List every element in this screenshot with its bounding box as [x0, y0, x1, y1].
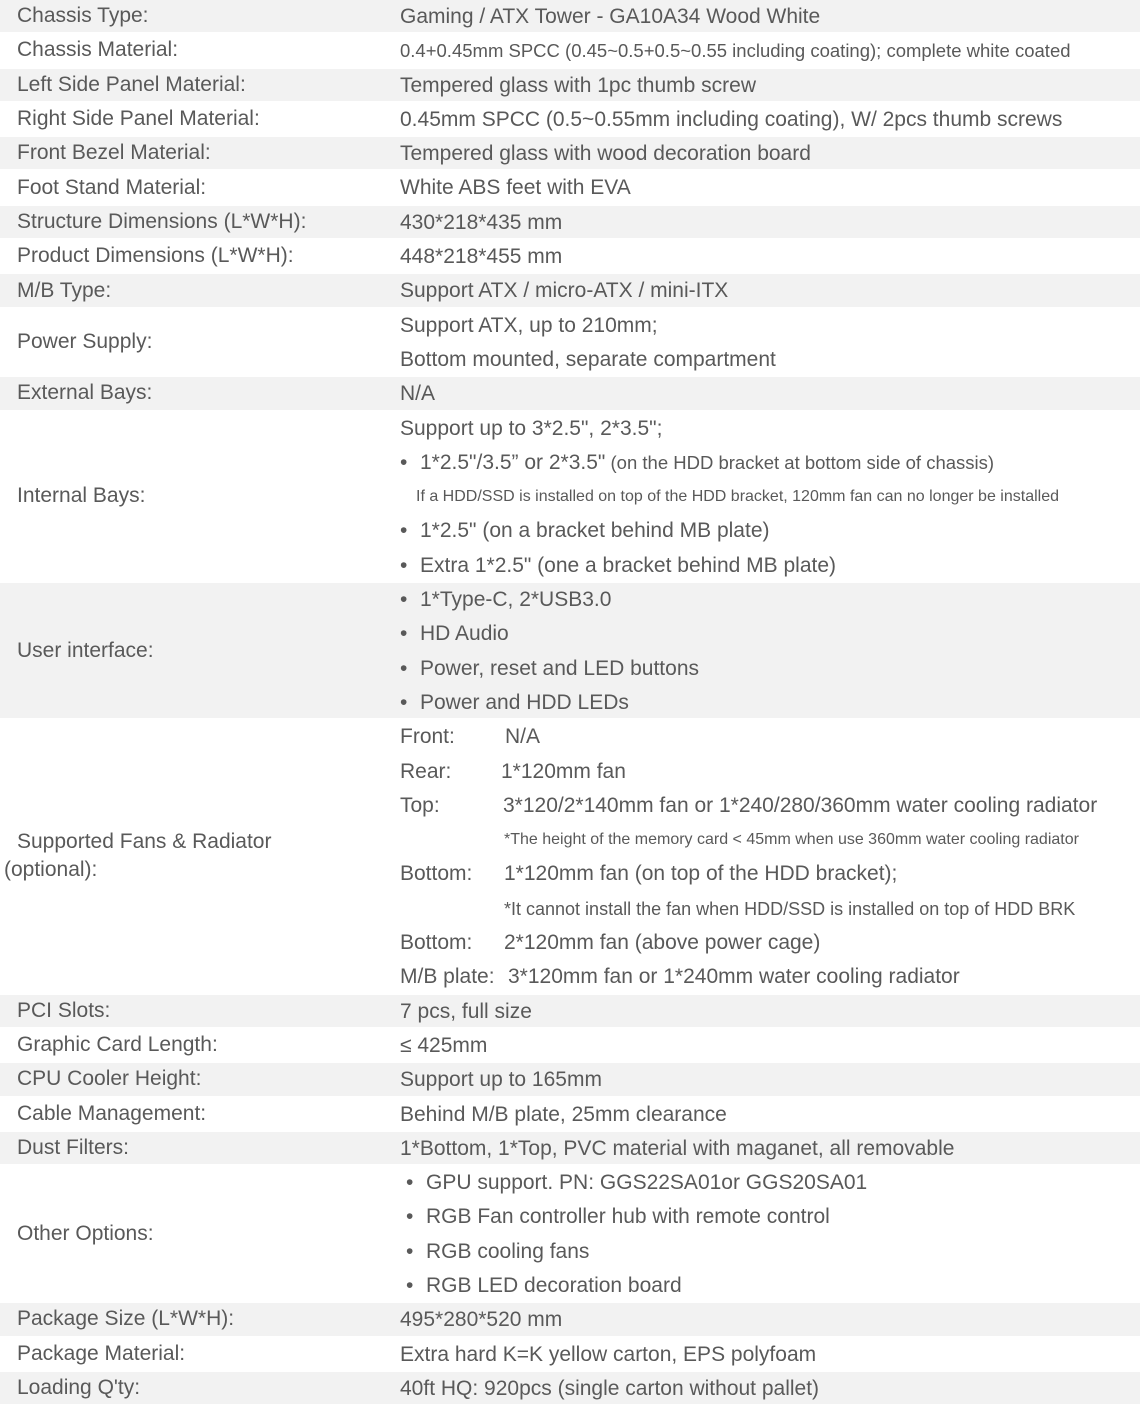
- spec-value: [400, 206, 1140, 240]
- fan-mb-plate: M/B plate: 3*120mm fan or 1*240mm water cooling radiator: [400, 965, 960, 989]
- spec-value: [400, 309, 1140, 378]
- spec-row-loading-qty: [0, 1372, 1140, 1406]
- spec-row-cable-management: [0, 1098, 1140, 1132]
- bullet-icon: •: [400, 450, 408, 474]
- spec-value: [400, 103, 1140, 137]
- fan-bottom-1: Bottom: 1*120mm fan (on top of the HDD bracket);: [400, 862, 898, 886]
- spec-label: Cable Management:: [17, 1101, 207, 1125]
- fan-front: Front: N/A: [400, 725, 541, 749]
- spec-value-line: ≤ 425mm: [400, 1033, 488, 1057]
- spec-value: [400, 1029, 1140, 1063]
- spec-value: [400, 1098, 1140, 1132]
- spec-value-line: 0.4+0.45mm SPCC (0.45~0.5+0.5~0.55 including coating); complete white coated: [400, 40, 1071, 62]
- spec-label: Other Options:: [17, 1221, 154, 1245]
- bullet-icon: •: [406, 1205, 414, 1229]
- spec-value: [400, 1303, 1140, 1337]
- spec-value: [400, 1132, 1140, 1166]
- spec-label: Front Bezel Material:: [17, 141, 211, 165]
- spec-value-bullet: • RGB cooling fans: [400, 1235, 1140, 1269]
- spec-row-user-interface: [0, 583, 1140, 720]
- spec-value: [400, 1166, 1140, 1303]
- spec-label: Chassis Material:: [17, 38, 179, 62]
- bullet-icon: •: [400, 588, 408, 612]
- spec-label: M/B Type:: [17, 278, 112, 302]
- spec-label: Internal Bays:: [17, 484, 146, 508]
- spec-row-mb-type: [0, 274, 1140, 308]
- spec-row-fans-radiator: [0, 720, 1140, 994]
- spec-value-bullet: • Power and HDD LEDs: [400, 686, 1140, 720]
- bullet-icon: •: [406, 1274, 414, 1298]
- spec-row-power-supply: [0, 309, 1140, 378]
- spec-value-line: 495*280*520 mm: [400, 1308, 563, 1332]
- spec-label: Product Dimensions (L*W*H):: [17, 244, 294, 268]
- spec-value-bullet: • 1*2.5" (on a bracket behind MB plate): [400, 514, 1140, 548]
- spec-row-pci-slots: [0, 995, 1140, 1029]
- spec-label: PCI Slots:: [17, 998, 111, 1022]
- spec-value-bullet: • RGB Fan controller hub with remote control: [400, 1200, 1140, 1234]
- spec-value: [400, 137, 1140, 171]
- spec-value-line: Support up to 165mm: [400, 1068, 602, 1092]
- spec-value-line: Bottom mounted, separate compartment: [400, 347, 776, 371]
- spec-value-line: 1*Bottom, 1*Top, PVC material with maganet, all removable: [400, 1136, 955, 1160]
- bullet-icon: •: [400, 622, 408, 646]
- spec-value-line: 448*218*455 mm: [400, 245, 563, 269]
- spec-value-bullet: • RGB LED decoration board: [400, 1269, 1140, 1303]
- spec-label: Right Side Panel Material:: [17, 107, 260, 131]
- spec-value-line: Gaming / ATX Tower - GA10A34 Wood White: [400, 5, 821, 28]
- bullet-icon: •: [400, 656, 408, 680]
- bullet-icon: •: [406, 1239, 414, 1263]
- spec-row-foot-stand: [0, 171, 1140, 205]
- spec-row-structure-dimensions: [0, 206, 1140, 240]
- spec-value: [400, 1338, 1140, 1372]
- spec-value: [400, 171, 1140, 205]
- spec-value: [400, 1372, 1140, 1406]
- spec-row-internal-bays: [0, 412, 1140, 584]
- spec-value-bullet: • Power, reset and LED buttons: [400, 652, 1140, 686]
- spec-value-line: Tempered glass with 1pc thumb screw: [400, 73, 756, 97]
- spec-row-left-panel: [0, 69, 1140, 103]
- spec-label: Left Side Panel Material:: [17, 72, 246, 96]
- spec-row-other-options: [0, 1166, 1140, 1303]
- spec-value-line: Tempered glass with wood decoration board: [400, 142, 811, 166]
- spec-value: [400, 720, 1140, 994]
- spec-value-bullet: • GPU support. PN: GGS22SA01or GGS20SA01: [400, 1166, 1140, 1200]
- spec-value: [400, 34, 1140, 68]
- spec-value-line: Support up to 3*2.5", 2*3.5";: [400, 416, 663, 440]
- spec-value-line: 0.45mm SPCC (0.5~0.55mm including coating), W/ 2pcs thumb screws: [400, 107, 1063, 131]
- spec-label: Package Material:: [17, 1341, 186, 1365]
- spec-value: [400, 995, 1140, 1029]
- spec-row-product-dimensions: [0, 240, 1140, 274]
- fan-top-note: *The height of the memory card < 45mm when use 360mm water cooling radiator: [504, 831, 1079, 849]
- spec-value-line: Support ATX / micro-ATX / mini-ITX: [400, 279, 729, 303]
- spec-value: [400, 583, 1140, 720]
- fan-rear: Rear: 1*120mm fan: [400, 759, 626, 783]
- bullet-icon: •: [400, 553, 408, 577]
- spec-value: [400, 69, 1140, 103]
- spec-value: [400, 412, 1140, 583]
- spec-row-external-bays: [0, 377, 1140, 411]
- fan-bottom-2: Bottom: 2*120mm fan (above power cage): [400, 931, 821, 955]
- spec-value-line: N/A: [400, 382, 436, 406]
- spec-row-package-material: [0, 1338, 1140, 1372]
- spec-value-line: Support ATX, up to 210mm;: [400, 313, 658, 337]
- spec-row-graphic-card: [0, 1029, 1140, 1063]
- spec-label: External Bays:: [17, 381, 153, 405]
- spec-value-bullet: • 1*2.5"/3.5” or 2*3.5" (on the HDD bracket at bottom side of chassis): [400, 446, 1140, 480]
- spec-row-dust-filters: [0, 1132, 1140, 1166]
- spec-value-line: 430*218*435 mm: [400, 210, 563, 234]
- spec-row-front-bezel: [0, 137, 1140, 171]
- spec-value-note: If a HDD/SSD is installed on top of the HDD bracket, 120mm fan can no longer be installed: [416, 488, 1059, 506]
- spec-value: [400, 240, 1140, 274]
- spec-value: [400, 377, 1140, 411]
- spec-label: Chassis Type:: [17, 4, 149, 28]
- bullet-icon: •: [400, 519, 408, 543]
- spec-value-bullet: • 1*Type-C, 2*USB3.0: [400, 583, 1140, 617]
- bullet-icon: •: [406, 1171, 414, 1195]
- spec-label: Supported Fans & Radiator (optional):: [4, 830, 272, 882]
- spec-value-line: 40ft HQ: 920pcs (single carton without pallet): [400, 1376, 820, 1400]
- spec-value-bullet: • HD Audio: [400, 617, 1140, 651]
- spec-value-line: White ABS feet with EVA: [400, 176, 631, 200]
- spec-label: Foot Stand Material:: [17, 175, 207, 199]
- spec-value: [400, 1063, 1140, 1097]
- spec-label: Power Supply:: [17, 329, 153, 353]
- spec-row-chassis-type: [0, 0, 1140, 34]
- spec-label: Structure Dimensions (L*W*H):: [17, 209, 307, 233]
- spec-label: Dust Filters:: [17, 1135, 130, 1159]
- spec-value-line: Behind M/B plate, 25mm clearance: [400, 1102, 727, 1126]
- spec-value: [400, 274, 1140, 308]
- spec-value-bullet: • Extra 1*2.5" (one a bracket behind MB plate): [400, 549, 1140, 583]
- spec-value: [400, 0, 1140, 34]
- spec-row-chassis-material: [0, 34, 1140, 68]
- spec-row-right-panel: [0, 103, 1140, 137]
- bullet-icon: •: [400, 690, 408, 714]
- spec-row-cpu-cooler: [0, 1063, 1140, 1097]
- spec-label: Package Size (L*W*H):: [17, 1307, 235, 1331]
- spec-label: Graphic Card Length:: [17, 1033, 218, 1057]
- spec-label: Loading Q'ty:: [17, 1376, 141, 1400]
- fan-top: Top: 3*120/2*140mm fan or 1*240/280/360mm water cooling radiator: [400, 793, 1098, 817]
- spec-value-line: Extra hard K=K yellow carton, EPS polyfoam: [400, 1342, 817, 1366]
- spec-label: User interface:: [17, 638, 154, 662]
- spec-value-line: 7 pcs, full size: [400, 999, 532, 1023]
- fan-bottom-1-note: *It cannot install the fan when HDD/SSD is installed on top of HDD BRK: [504, 898, 1076, 919]
- spec-row-package-size: [0, 1303, 1140, 1337]
- spec-label: CPU Cooler Height:: [17, 1067, 202, 1091]
